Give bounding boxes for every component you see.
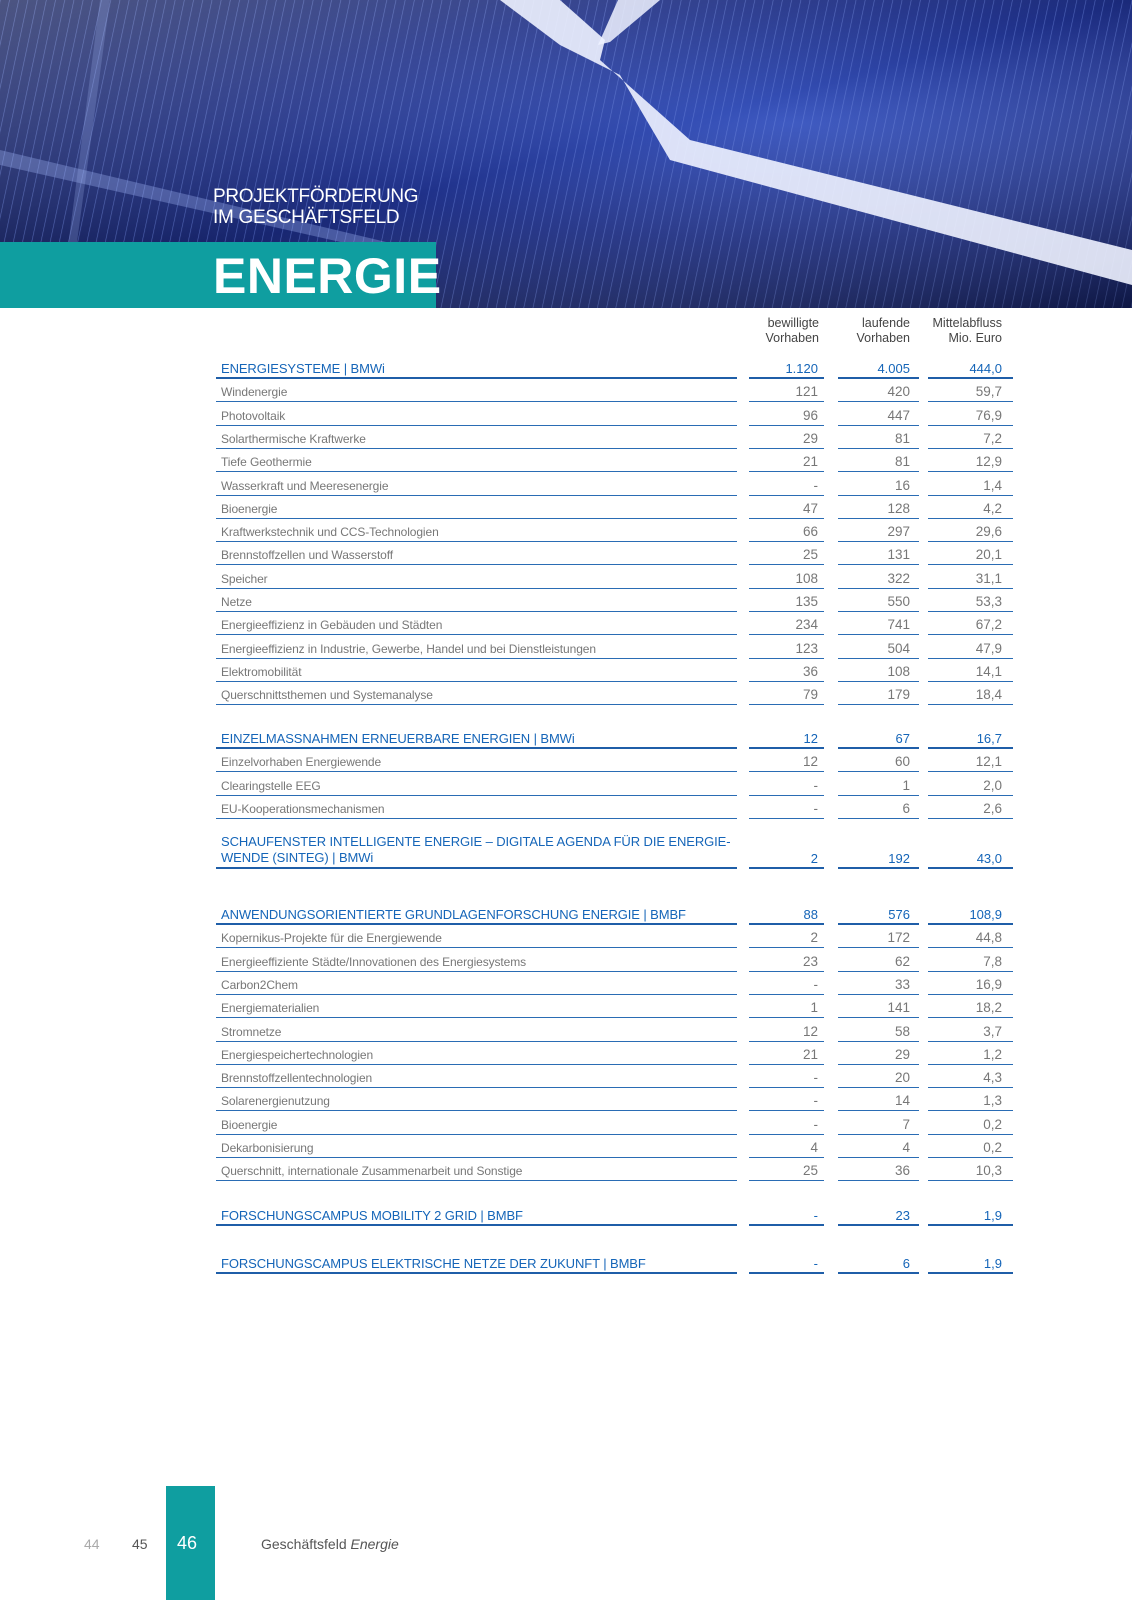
row-label: Querschnitt, internationale Zusammenarbeit und Sonstige <box>221 1164 523 1179</box>
value-laufende: 81 <box>894 430 910 446</box>
page-title: ENERGIE <box>213 248 442 304</box>
table-row <box>0 972 1132 995</box>
value-bewilligte: - <box>813 1256 818 1271</box>
value-mittelabfluss: 1,2 <box>983 1046 1002 1062</box>
value-laufende: 62 <box>894 953 910 969</box>
value-laufende: 14 <box>894 1093 910 1109</box>
table-row <box>0 1042 1132 1065</box>
value-bewilligte: 36 <box>802 663 818 679</box>
value-mittelabfluss: 444,0 <box>969 361 1002 376</box>
table-row <box>0 403 1132 426</box>
value-bewilligte: 23 <box>802 953 818 969</box>
value-mittelabfluss: 7,2 <box>983 430 1002 446</box>
row-label: Bioenergie <box>221 1117 278 1132</box>
row-label: Elektromobilität <box>221 664 302 679</box>
table-row <box>0 995 1132 1018</box>
value-laufende: 4.005 <box>877 361 910 376</box>
row-label: Einzelvorhaben Energiewende <box>221 755 382 770</box>
value-laufende: 108 <box>887 663 910 679</box>
value-bewilligte: 121 <box>795 384 818 400</box>
row-rule <box>928 1224 1013 1226</box>
row-rule <box>928 1180 1013 1181</box>
value-mittelabfluss: 1,3 <box>983 1093 1002 1109</box>
value-laufende: 128 <box>887 500 910 516</box>
row-label: Netze <box>221 595 252 609</box>
value-bewilligte: 108 <box>795 570 818 586</box>
row-rule <box>928 867 1013 869</box>
table-row <box>0 1065 1132 1088</box>
table-row <box>0 1088 1132 1111</box>
row-label: Photovoltaik <box>221 408 286 423</box>
value-bewilligte: 96 <box>802 407 818 423</box>
value-laufende: 504 <box>887 640 910 656</box>
section-title: ENERGIESYSTEME | BMWi <box>221 361 385 376</box>
value-bewilligte: - <box>813 976 818 992</box>
row-rule <box>838 1224 919 1226</box>
value-mittelabfluss: 2,6 <box>983 800 1002 816</box>
section-header-row <box>0 829 1132 869</box>
column-header-bewilligte: bewilligte Vorhaben <box>765 316 819 345</box>
row-rule <box>838 1180 919 1181</box>
value-laufende: 16 <box>894 477 910 493</box>
table-row <box>0 796 1132 819</box>
row-rule <box>749 818 824 819</box>
value-bewilligte: 234 <box>795 617 818 633</box>
value-bewilligte: 21 <box>802 454 818 470</box>
value-laufende: 550 <box>887 594 910 609</box>
value-bewilligte: 66 <box>802 524 818 540</box>
value-mittelabfluss: 0,2 <box>983 1116 1002 1132</box>
value-laufende: 131 <box>887 547 910 563</box>
footer-section-name: Energie <box>350 1536 399 1552</box>
row-label: Brennstoffzellentechnologien <box>221 1071 373 1086</box>
value-mittelabfluss: 2,0 <box>983 777 1002 793</box>
value-mittelabfluss: 1,4 <box>983 477 1002 493</box>
row-label: Energieeffizienz in Industrie, Gewerbe, Handel und bei Dienstleistungen <box>221 641 596 656</box>
value-mittelabfluss: 29,6 <box>975 524 1002 540</box>
row-rule <box>216 1224 737 1226</box>
row-label: EU-Kooperationsmechanismen <box>221 801 385 816</box>
section-header-row <box>0 1251 1132 1274</box>
row-label: Kraftwerkstechnik und CCS-Technologien <box>221 525 439 540</box>
value-mittelabfluss: 20,1 <box>975 547 1002 563</box>
value-laufende: 4 <box>902 1140 910 1155</box>
table-row <box>0 473 1132 496</box>
value-mittelabfluss: 16,7 <box>976 731 1002 746</box>
table-row <box>0 925 1132 948</box>
page-number-46: 46 <box>177 1533 198 1553</box>
value-bewilligte: - <box>813 800 818 816</box>
value-laufende: 60 <box>894 754 910 770</box>
value-bewilligte: 1.120 <box>785 361 818 376</box>
value-laufende: 67 <box>895 731 910 746</box>
row-label: Clearingstelle EEG <box>221 778 321 793</box>
value-mittelabfluss: 10,3 <box>975 1163 1002 1179</box>
section-header-row <box>0 356 1132 379</box>
value-mittelabfluss: 3,7 <box>983 1023 1002 1039</box>
table-row <box>0 1019 1132 1042</box>
value-bewilligte: 25 <box>802 1163 818 1179</box>
table-row <box>0 449 1132 472</box>
value-bewilligte: - <box>813 777 818 793</box>
section-header-row <box>0 902 1132 925</box>
value-bewilligte: 123 <box>795 640 818 656</box>
row-rule <box>838 1272 919 1274</box>
table-row <box>0 636 1132 659</box>
value-laufende: 141 <box>887 1000 910 1016</box>
row-rule <box>216 1180 737 1181</box>
value-laufende: 81 <box>894 454 910 470</box>
table-row <box>0 566 1132 589</box>
value-mittelabfluss: 0,2 <box>983 1140 1002 1155</box>
value-mittelabfluss: 4,2 <box>983 500 1002 516</box>
section-header-row <box>0 726 1132 749</box>
page-number-44[interactable]: 44 <box>84 1536 100 1552</box>
section-header-row <box>0 1203 1132 1226</box>
column-header-laufende: laufende Vorhaben <box>856 316 910 345</box>
table-row <box>0 1135 1132 1158</box>
row-rule <box>838 867 919 869</box>
row-rule <box>749 867 824 869</box>
value-laufende: 58 <box>894 1023 910 1039</box>
footer-prefix: Geschäftsfeld <box>261 1536 347 1552</box>
table-row <box>0 542 1132 565</box>
value-laufende: 576 <box>888 907 910 922</box>
value-mittelabfluss: 31,1 <box>975 570 1002 586</box>
kicker-line-1: PROJEKTFÖRDERUNG <box>213 186 419 207</box>
value-bewilligte: - <box>813 1116 818 1132</box>
row-rule <box>216 1272 737 1274</box>
value-bewilligte: 4 <box>810 1140 818 1155</box>
value-mittelabfluss: 1,9 <box>983 1256 1002 1271</box>
value-bewilligte: 29 <box>802 430 818 446</box>
value-laufende: 7 <box>902 1116 910 1132</box>
value-bewilligte: - <box>813 477 818 493</box>
kicker-line-2: IM GESCHÄFTSFELD <box>213 207 400 228</box>
row-label: Dekarbonisierung <box>221 1141 314 1155</box>
row-label: Energiespeichertechnologien <box>221 1047 374 1062</box>
value-bewilligte: 2 <box>810 851 818 866</box>
table-row <box>0 612 1132 635</box>
value-mittelabfluss: 12,1 <box>975 754 1002 770</box>
value-laufende: 1 <box>902 777 910 793</box>
table-row <box>0 1112 1132 1135</box>
row-rule <box>749 1272 824 1274</box>
row-label: Solarthermische Kraftwerke <box>221 431 366 446</box>
row-rule <box>749 1180 824 1181</box>
row-label: Energieeffizienz in Gebäuden und Städten <box>221 618 443 633</box>
row-label: Brennstoffzellen und Wasserstoff <box>221 548 394 563</box>
value-laufende: 29 <box>894 1046 910 1062</box>
value-mittelabfluss: 43,0 <box>976 851 1002 866</box>
table-row <box>0 773 1132 796</box>
value-laufende: 322 <box>887 570 910 586</box>
row-rule <box>838 818 919 819</box>
table-row <box>0 659 1132 682</box>
value-laufende: 6 <box>902 1256 910 1271</box>
table-row <box>0 519 1132 542</box>
value-mittelabfluss: 14,1 <box>975 663 1002 679</box>
footer-section-label <box>261 1536 399 1552</box>
value-laufende: 447 <box>887 407 910 423</box>
value-bewilligte: 12 <box>802 754 818 770</box>
row-label: Solarenergienutzung <box>221 1094 330 1109</box>
column-header-mittelabfluss: Mittelabfluss Mio. Euro <box>932 316 1002 345</box>
table-row <box>0 496 1132 519</box>
table-row <box>0 1158 1132 1181</box>
row-label: Energiematerialien <box>221 1001 320 1016</box>
row-rule <box>928 818 1013 819</box>
value-mittelabfluss: 53,3 <box>975 594 1002 609</box>
value-laufende: 420 <box>887 384 910 400</box>
section-title: FORSCHUNGSCAMPUS MOBILITY 2 GRID | BMBF <box>221 1208 523 1223</box>
value-bewilligte: 135 <box>795 594 818 609</box>
value-mittelabfluss: 16,9 <box>975 976 1002 992</box>
row-rule <box>216 818 737 819</box>
value-mittelabfluss: 44,8 <box>975 930 1002 946</box>
row-rule <box>928 704 1013 705</box>
value-mittelabfluss: 18,4 <box>975 687 1002 703</box>
row-label: Querschnittsthemen und Systemanalyse <box>221 688 433 703</box>
table-row <box>0 379 1132 402</box>
value-bewilligte: - <box>813 1208 818 1223</box>
value-mittelabfluss: 59,7 <box>975 384 1002 400</box>
row-rule <box>749 1224 824 1226</box>
row-rule <box>838 704 919 705</box>
value-bewilligte: 21 <box>802 1046 818 1062</box>
value-bewilligte: 47 <box>802 500 818 516</box>
row-rule <box>216 867 737 869</box>
value-bewilligte: 25 <box>802 547 818 563</box>
section-title: SCHAUFENSTER INTELLIGENTE ENERGIE – DIGITALE AGENDA FÜR DIE ENERGIE-WENDE (SINTEG) | BMWi <box>221 834 731 865</box>
value-bewilligte: 1 <box>810 1000 818 1016</box>
row-label: Kopernikus-Projekte für die Energiewende <box>221 931 442 946</box>
value-mittelabfluss: 4,3 <box>983 1070 1002 1086</box>
table-row <box>0 682 1132 705</box>
row-label: Stromnetze <box>221 1024 282 1039</box>
row-rule <box>928 1272 1013 1274</box>
value-laufende: 33 <box>894 976 910 992</box>
value-laufende: 36 <box>894 1163 910 1179</box>
row-label: Windenergie <box>221 385 288 400</box>
section-title: EINZELMASSNAHMEN ERNEUERBARE ENERGIEN | BMWi <box>221 731 575 746</box>
value-laufende: 192 <box>888 851 910 866</box>
row-rule <box>216 704 737 705</box>
value-bewilligte: 2 <box>810 930 818 946</box>
page-number-45[interactable]: 45 <box>132 1536 148 1552</box>
page-kicker <box>213 186 418 228</box>
row-label: Bioenergie <box>221 501 278 516</box>
value-mittelabfluss: 1,9 <box>983 1208 1002 1223</box>
value-bewilligte: 12 <box>802 1023 818 1039</box>
table-row <box>0 589 1132 612</box>
value-laufende: 20 <box>894 1070 910 1086</box>
row-label: Energieeffiziente Städte/Innovationen des Energiesystems <box>221 954 527 969</box>
value-mittelabfluss: 18,2 <box>975 1000 1002 1016</box>
value-laufende: 6 <box>902 800 910 816</box>
value-bewilligte: - <box>813 1070 818 1086</box>
value-bewilligte: 79 <box>802 687 818 703</box>
row-label: Tiefe Geothermie <box>221 455 312 470</box>
value-laufende: 297 <box>887 524 910 540</box>
value-laufende: 172 <box>887 930 910 946</box>
value-bewilligte: - <box>813 1093 818 1109</box>
section-title: ANWENDUNGSORIENTIERTE GRUNDLAGENFORSCHUNG ENERGIE | BMBF <box>221 907 686 922</box>
value-mittelabfluss: 108,9 <box>969 907 1002 922</box>
value-laufende: 23 <box>895 1208 910 1223</box>
value-mittelabfluss: 7,8 <box>983 953 1002 969</box>
row-label: Wasserkraft und Meeresenergie <box>221 478 389 493</box>
row-label: Carbon2Chem <box>221 977 298 992</box>
value-laufende: 179 <box>887 687 910 703</box>
value-mittelabfluss: 12,9 <box>975 454 1002 470</box>
value-mittelabfluss: 47,9 <box>975 640 1002 656</box>
table-row <box>0 949 1132 972</box>
value-bewilligte: 88 <box>803 907 818 922</box>
row-label: Speicher <box>221 571 268 586</box>
value-mittelabfluss: 67,2 <box>975 617 1002 633</box>
value-mittelabfluss: 76,9 <box>975 407 1002 423</box>
row-rule <box>749 704 824 705</box>
table-row <box>0 426 1132 449</box>
value-bewilligte: 12 <box>803 731 818 746</box>
value-laufende: 741 <box>887 617 910 633</box>
section-title: FORSCHUNGSCAMPUS ELEKTRISCHE NETZE DER ZUKUNFT | BMBF <box>221 1256 646 1271</box>
table-row <box>0 749 1132 772</box>
